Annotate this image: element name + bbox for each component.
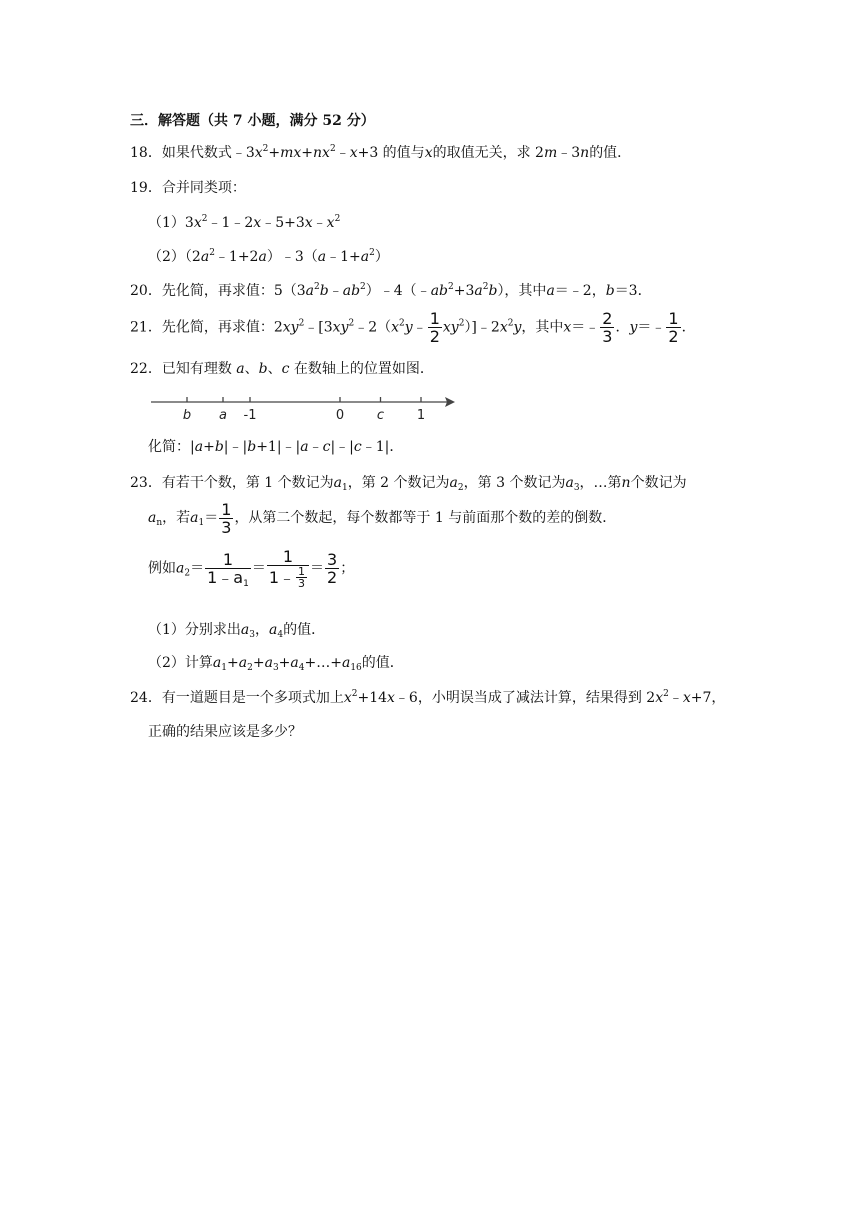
number-line-label: 1	[416, 408, 426, 423]
question-24-line-2: 正确的结果应该是多少？	[148, 724, 302, 740]
fraction-three-halves: $\frac{3}{2}$	[327, 550, 338, 587]
number-line-label: -1	[243, 408, 257, 423]
number-line-label: b	[182, 408, 192, 423]
section-title: 三．解答题（共 7 小题，满分 52 分）	[130, 113, 375, 129]
number-line-label: 0	[335, 408, 345, 423]
fraction-recurrence: $\frac{1}{1﹣a_1}$	[207, 550, 249, 589]
question-22-simplify: 化简：|a+b|﹣|b+1|﹣|a﹣c|﹣|c﹣1|．	[148, 439, 404, 455]
question-19-part-2: $(2)(2a^2﹣1+2a)﹣3(a﹣1+a^2)$	[148, 248, 389, 265]
number-line-label: a	[219, 408, 227, 423]
question-21: 21．先化简，再求值：$2xy^2﹣[3xy^2﹣2(x^2y﹣$ $\frac{1}{2}$ $xy^2)]﹣2x^2y$，其中x＝﹣ $\frac{2}{3}$ ．y＝﹣ $\frac{1}{2}$ ．	[130, 309, 696, 346]
question-23-part-2: （2）计算$a_1+a_2+a_3+a_4+\dots+a_{16}$的值．	[148, 655, 404, 673]
question-19-part-1: $(1)3x^2﹣1﹣2x﹣5+3x﹣x^2$	[148, 214, 341, 231]
fraction-a1: $\frac{1}{3}$	[221, 499, 232, 537]
question-20: 20．先化简，再求值：$5(3a^2b﹣ab^2)﹣4(﹣ab^2+3a^2b)$，其中a＝﹣2，b＝3．	[130, 282, 652, 299]
number-line-label: c	[376, 408, 385, 423]
question-18: 18．如果代数式$﹣3x^2+mx+nx^2﹣x+3$ 的值与x的取值无关，求 2m﹣3n的值．	[130, 144, 632, 161]
question-23-line-2: $a_n$，若$a_1=$ $\frac{1}{3}$ ，从第二个数起，每个数都等于 1 与前面那个数的差的倒数．	[148, 499, 617, 537]
question-22: 22．已知有理数 a、b、c 在数轴上的位置如图．	[130, 361, 434, 377]
question-23-part-1: （1）分别求出$a_3$，$a_4$的值．	[148, 622, 326, 640]
question-23-example: 例如$a_2=$ $\frac{1}{1﹣a_1}$ ＝ 1 1﹣ 1 3 ＝ $\frac{3}{2}$ ；	[148, 547, 355, 590]
question-23: 23．有若干个数，第 1 个数记为$a_1$，第 2 个数记为$a_2$，第 3 个数记为$a_3$，…第n个数记为	[130, 475, 687, 493]
fraction-two-thirds: $\frac{2}{3}$	[602, 309, 613, 346]
question-24: 24．有一道题目是一个多项式加上$x^2+14x﹣6$，小明误当成了减法计算，结果得到 $2x^2﹣x+7$，	[130, 689, 726, 706]
number-line	[145, 390, 465, 426]
fraction-one-half-y: $\frac{1}{2}$	[668, 309, 679, 346]
fraction-one-half: $\frac{1}{2}$	[429, 309, 440, 346]
fraction-nested: 1 1﹣ 1 3	[267, 548, 309, 589]
question-19: 19．合并同类项：	[130, 180, 246, 196]
